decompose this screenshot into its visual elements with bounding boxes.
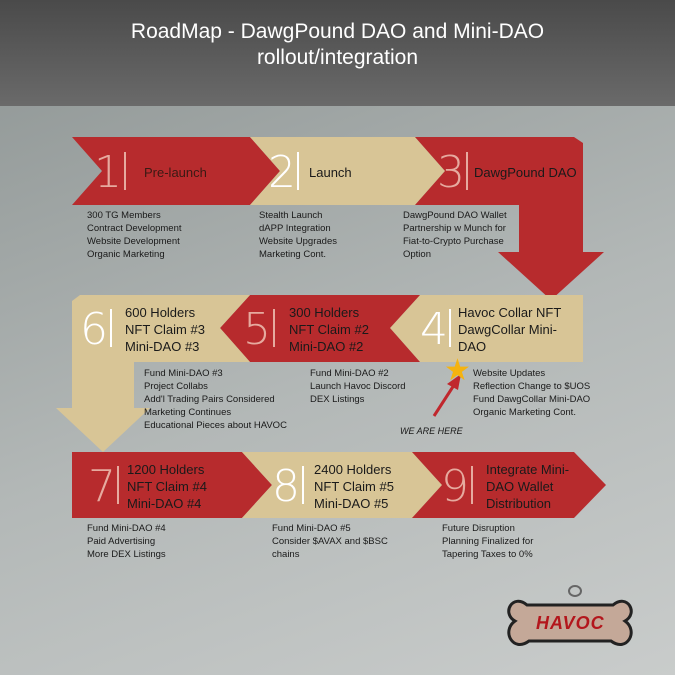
- step-9-notes: Future Disruption Planning Finalized for Tapering Taxes to 0%: [442, 523, 534, 560]
- step-9-number: 9: [441, 461, 469, 512]
- step-8-notes: Fund Mini-DAO #5 Consider $AVAX and $BSC chains: [272, 523, 388, 560]
- step-6-number: 6: [80, 304, 108, 355]
- step-8-divider: [302, 466, 304, 504]
- step-5-number: 5: [243, 304, 271, 355]
- step-2-divider: [297, 152, 299, 190]
- step-4-divider: [449, 309, 451, 347]
- page-title-line1: RoadMap - DawgPound DAO and Mini-DAO: [130, 20, 545, 43]
- step-7-notes: Fund Mini-DAO #4 Paid Advertising More DEX Listings: [87, 523, 166, 560]
- step-1-title: Pre-launch: [144, 165, 207, 180]
- step-9-title: Integrate Mini- DAO Wallet Distribution: [486, 462, 570, 511]
- step-3-title: DawgPound DAO: [474, 165, 577, 180]
- step-7-number: 7: [88, 461, 116, 512]
- star-icon: ★: [444, 354, 471, 387]
- step-2-title: Launch: [309, 165, 352, 180]
- step-4-number: 4: [420, 304, 448, 355]
- step-4-notes: Website Updates Reflection Change to $UOS Fund DawgCollar Mini-DAO Organic Marketing Cont.: [473, 368, 591, 418]
- step-1-divider: [124, 152, 126, 190]
- step-4-title: Havoc Collar NFT DawgCollar Mini- DAO: [458, 305, 562, 354]
- step-2-number: 2: [268, 147, 296, 198]
- page-title-line2: rollout/integration: [256, 46, 419, 69]
- step-9-divider: [471, 466, 473, 504]
- step-2-notes: Stealth Launch dAPP Integration Website Upgrades Marketing Cont.: [259, 210, 337, 260]
- step-8-title: 2400 Holders NFT Claim #5 Mini-DAO #5: [314, 462, 394, 511]
- havoc-logo-text: HAVOC: [536, 613, 605, 633]
- step-3-number: 3: [437, 147, 465, 198]
- step-5-title: 300 Holders NFT Claim #2 Mini-DAO #2: [289, 305, 369, 354]
- left-connector-arrow: [56, 362, 150, 452]
- step-8-number: 8: [272, 461, 300, 512]
- step-5-divider: [273, 309, 275, 347]
- step-3-divider: [466, 152, 468, 190]
- step-7-divider: [117, 466, 119, 504]
- step-5-notes: Fund Mini-DAO #2 Launch Havoc Discord DEX Listings: [310, 368, 406, 405]
- step-3-notes: DawgPound DAO Wallet Partnership w Munch for Fiat-to-Crypto Purchase Option: [403, 210, 507, 260]
- step-6-title: 600 Holders NFT Claim #3 Mini-DAO #3: [125, 305, 205, 354]
- step-6-notes: Fund Mini-DAO #3 Project Collabs Add'l Trading Pairs Considered Marketing Continues Educational Pieces about HAVOC: [144, 368, 287, 431]
- we-are-here-label: WE ARE HERE: [400, 426, 463, 436]
- step-7-title: 1200 Holders NFT Claim #4 Mini-DAO #4: [127, 462, 207, 511]
- step-6-divider: [110, 309, 112, 347]
- step-1-number: 1: [94, 147, 122, 198]
- step-1-notes: 300 TG Members Contract Development Website Development Organic Marketing: [87, 210, 182, 260]
- right-connector-arrow: [498, 205, 604, 300]
